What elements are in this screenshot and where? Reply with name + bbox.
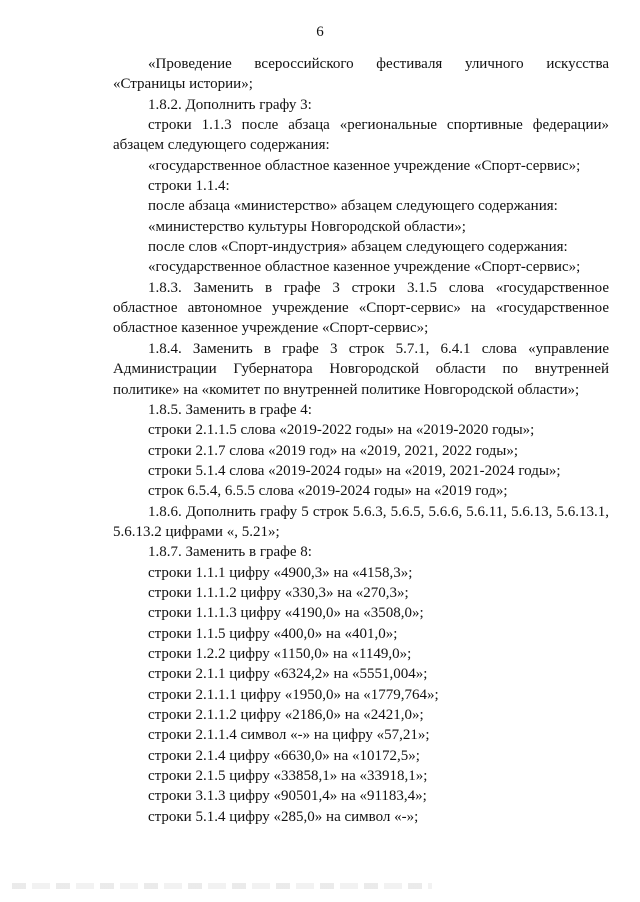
text-line: строки 1.1.1 цифру «4900,3» на «4158,3»; — [148, 564, 413, 581]
text-line: областное автономное учреждение «Спорт-сервис» на «государственное — [113, 300, 609, 317]
text-line: политике» на «комитет по внутренней политике Новгородской области»; — [113, 381, 580, 398]
text-line: строки 2.1.5 цифру «33858,1» на «33918,1»; — [148, 768, 428, 785]
text-line: абзацем следующего содержания: — [113, 137, 330, 154]
text-line: 1.8.3. Заменить в графе 3 строки 3.1.5 слова «государственное — [148, 279, 609, 296]
text-line: после абзаца «министерство» абзацем следующего содержания: — [148, 198, 558, 215]
text-line: строки 5.1.4 слова «2019-2024 годы» на «2019, 2021-2024 годы»; — [148, 462, 561, 479]
text-line: «Страницы истории»; — [113, 76, 253, 93]
text-line: строки 2.1.1.4 символ «-» на цифру «57,21»; — [148, 727, 430, 744]
document-body — [113, 54, 609, 827]
text-line: строки 3.1.3 цифру «90501,4» на «91183,4»; — [148, 788, 427, 805]
text-line: после слов «Спорт-индустрия» абзацем следующего содержания: — [148, 239, 568, 256]
text-line: 1.8.4. Заменить в графе 3 строк 5.7.1, 6.4.1 слова «управление — [148, 340, 609, 357]
text-line: строки 1.1.1.3 цифру «4190,0» на «3508,0»; — [148, 605, 424, 622]
text-line: 1.8.2. Дополнить графу 3: — [148, 96, 312, 113]
text-line: «Проведение всероссийского фестиваля уличного искусства — [148, 56, 609, 72]
text-line: 5.6.13.2 цифрами «, 5.21»; — [113, 523, 280, 540]
text-line: строки 2.1.7 слова «2019 год» на «2019, 2021, 2022 годы»; — [148, 442, 519, 459]
text-line: строки 2.1.1 цифру «6324,2» на «5551,004»; — [148, 666, 428, 683]
text-line: 1.8.5. Заменить в графе 4: — [148, 401, 312, 418]
scan-artifact — [12, 883, 432, 889]
text-line: строки 2.1.1.5 слова «2019-2022 годы» на «2019-2020 годы»; — [148, 422, 535, 439]
text-line: областное казенное учреждение «Спорт-сервис»; — [113, 320, 429, 337]
text-line: строки 5.1.4 цифру «285,0» на символ «-»; — [148, 808, 419, 825]
text-line: 1.8.7. Заменить в графе 8: — [148, 544, 312, 561]
text-line: строки 1.1.1.2 цифру «330,3» на «270,3»; — [148, 584, 409, 601]
text-line: строки 1.1.5 цифру «400,0» на «401,0»; — [148, 625, 398, 642]
text-line: строки 2.1.4 цифру «6630,0» на «10172,5»; — [148, 747, 420, 764]
text-line: строки 1.1.4: — [148, 178, 230, 195]
page-number: 6 — [316, 24, 324, 40]
text-line: «государственное областное казенное учреждение «Спорт-сервис»; — [148, 259, 581, 276]
text-line: строки 1.2.2 цифру «1150,0» на «1149,0»; — [148, 645, 412, 662]
text-line: 1.8.6. Дополнить графу 5 строк 5.6.3, 5.6.5, 5.6.6, 5.6.11, 5.6.13, 5.6.13.1, — [148, 503, 609, 520]
text-line: строки 2.1.1.1 цифру «1950,0» на «1779,764»; — [148, 686, 439, 703]
text-line: «министерство культуры Новгородской области»; — [148, 218, 466, 235]
text-line: строки 2.1.1.2 цифру «2186,0» на «2421,0»; — [148, 707, 424, 723]
text-line: строки 1.1.3 после абзаца «региональные спортивные федерации» — [148, 117, 609, 134]
text-line: Администрации Губернатора Новгородской области по внутренней — [113, 361, 609, 378]
text-line: строк 6.5.4, 6.5.5 слова «2019-2024 годы» на «2019 год»; — [148, 483, 508, 500]
text-line: «государственное областное казенное учреждение «Спорт-сервис»; — [148, 157, 581, 174]
